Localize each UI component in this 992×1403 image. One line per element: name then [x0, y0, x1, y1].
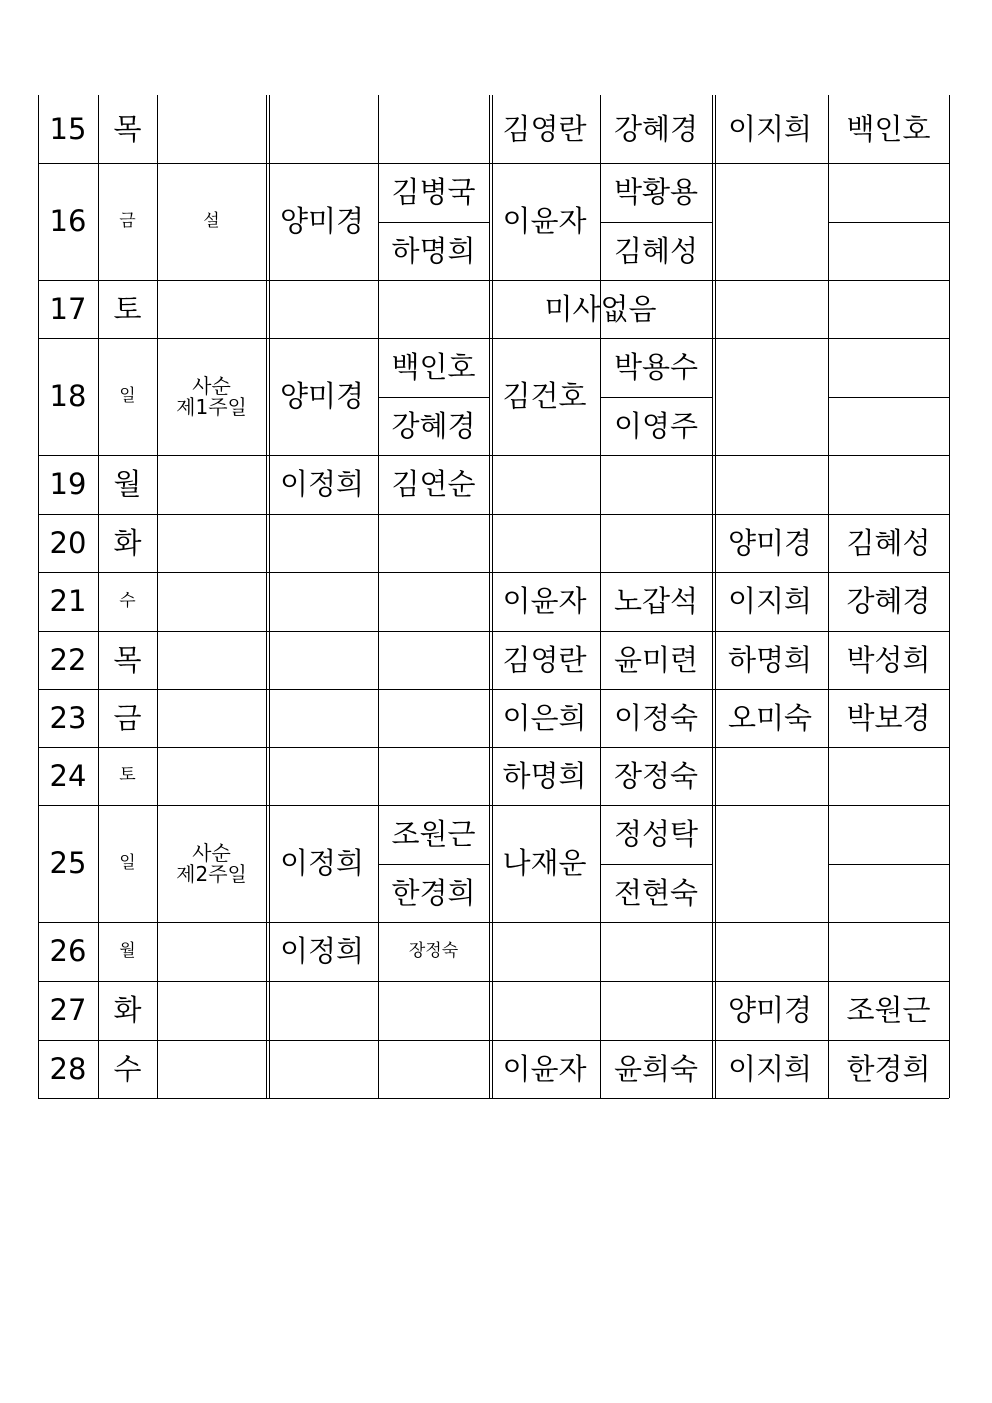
evening-cell: 이지희 [727, 1051, 813, 1086]
day-number: 25 [49, 846, 87, 881]
day-number: 22 [49, 642, 87, 677]
sub-cell: 장정숙 [408, 940, 459, 961]
day-number: 27 [49, 993, 87, 1028]
evening-cell [712, 747, 828, 805]
weekday: 수 [119, 590, 136, 611]
sub-cell: 노갑석 [613, 584, 699, 619]
sub-cell [378, 981, 489, 1040]
sub-cell [828, 747, 949, 805]
sub-cell-bottom: 한경희 [391, 875, 476, 910]
server-cell: 김건호 [502, 379, 587, 414]
weekday: 토 [113, 291, 142, 326]
sub-cell: 이정숙 [613, 700, 699, 735]
note-cell [157, 1040, 266, 1098]
evening-cell: 하명희 [727, 642, 813, 677]
day-number: 24 [49, 758, 87, 793]
sub-cell: 박성희 [846, 642, 931, 677]
sub-cell: 박보경 [846, 700, 931, 735]
server-cell: 김영란 [502, 111, 587, 146]
reader-cell [266, 631, 378, 689]
sub-cell [378, 514, 489, 572]
evening-cell: 이지희 [727, 584, 813, 619]
evening-cell [712, 280, 828, 338]
reader-cell [266, 95, 378, 163]
sub-cell-bottom: 김혜성 [613, 233, 699, 268]
evening-cell [712, 455, 828, 514]
weekday: 토 [119, 765, 136, 786]
reader-cell: 이정희 [279, 467, 365, 502]
note-cell: 사순 제1주일 [176, 373, 247, 419]
evening-cell: 양미경 [727, 993, 813, 1028]
sub-cell [378, 1040, 489, 1098]
note-cell [157, 747, 266, 805]
server-cell [489, 981, 600, 1040]
weekday: 목 [113, 111, 142, 146]
evening-cell [712, 922, 828, 981]
server-cell [489, 455, 600, 514]
table-rule [949, 95, 950, 1098]
sub-cell [378, 631, 489, 689]
note-cell [157, 572, 266, 631]
sub-cell [600, 922, 712, 981]
evening-cell: 오미숙 [727, 700, 813, 735]
day-number: 19 [49, 467, 87, 502]
weekday: 화 [113, 525, 142, 560]
sub-cell: 김연순 [391, 467, 476, 502]
weekday: 금 [119, 210, 136, 231]
sub-cell: 장정숙 [613, 758, 699, 793]
reader-cell: 양미경 [279, 204, 365, 239]
sub-cell: 윤희숙 [613, 1051, 699, 1086]
note-cell [157, 981, 266, 1040]
day-number: 23 [49, 700, 87, 735]
sub-cell [378, 95, 489, 163]
reader-cell [266, 981, 378, 1040]
reader-cell [266, 689, 378, 747]
day-number: 15 [49, 111, 87, 146]
weekday: 목 [113, 642, 142, 677]
evening-cell: 이지희 [727, 111, 813, 146]
sub-cell-bottom: 하명희 [391, 233, 476, 268]
sub-cell [378, 280, 489, 338]
sub-cell-top: 조원근 [391, 817, 476, 852]
day-number: 18 [49, 379, 87, 414]
note-cell [157, 922, 266, 981]
server-cell: 이윤자 [502, 204, 587, 239]
sub-cell-top: 김병국 [391, 175, 476, 210]
weekday: 수 [113, 1051, 142, 1086]
no-mass-cell: 미사없음 [544, 291, 657, 326]
sub-cell: 강혜경 [613, 111, 699, 146]
sub-cell-bottom [828, 222, 949, 280]
sub-cell-bottom: 강혜경 [391, 408, 476, 443]
reader-cell [266, 572, 378, 631]
reader-cell [266, 747, 378, 805]
day-number: 20 [49, 525, 87, 560]
weekday: 화 [113, 993, 142, 1028]
reader-cell: 이정희 [279, 934, 365, 969]
weekday: 금 [113, 700, 142, 735]
sub-cell-top [828, 805, 949, 864]
table-rule [38, 1098, 949, 1099]
weekday: 일 [119, 385, 136, 406]
sub-cell-bottom [828, 864, 949, 922]
sub-cell-bottom: 전현숙 [613, 875, 699, 910]
evening-cell [712, 163, 828, 280]
server-cell [489, 514, 600, 572]
sub-cell: 김혜성 [846, 525, 931, 560]
reader-cell: 이정희 [279, 846, 365, 881]
server-cell [489, 922, 600, 981]
day-number: 28 [49, 1051, 87, 1086]
sub-cell-top: 박용수 [613, 350, 699, 385]
reader-cell [266, 280, 378, 338]
sub-cell: 강혜경 [846, 584, 931, 619]
sub-cell [600, 514, 712, 572]
day-number: 26 [49, 934, 87, 969]
day-number: 16 [49, 204, 87, 239]
server-cell: 이은희 [502, 700, 587, 735]
sub-cell [828, 280, 949, 338]
day-number: 17 [49, 291, 87, 326]
weekday: 일 [119, 852, 136, 873]
note-cell [157, 280, 266, 338]
evening-cell: 양미경 [727, 525, 813, 560]
note-cell: 설 [203, 210, 220, 231]
sub-cell-top: 박황용 [613, 175, 699, 210]
weekday: 월 [119, 940, 136, 961]
note-cell [157, 514, 266, 572]
server-cell: 이윤자 [502, 1051, 587, 1086]
sub-cell [600, 981, 712, 1040]
sub-cell-bottom: 이영주 [613, 408, 699, 443]
sub-cell-top [828, 163, 949, 222]
day-number: 21 [49, 584, 87, 619]
note-cell [157, 95, 266, 163]
reader-cell: 양미경 [279, 379, 365, 414]
sub-cell [600, 455, 712, 514]
sub-cell [828, 922, 949, 981]
sub-cell: 백인호 [846, 111, 931, 146]
note-cell [157, 455, 266, 514]
server-cell: 김영란 [502, 642, 587, 677]
sub-cell [828, 455, 949, 514]
sub-cell: 조원근 [846, 993, 931, 1028]
reader-cell [266, 514, 378, 572]
server-cell: 이윤자 [502, 584, 587, 619]
evening-cell [712, 338, 828, 455]
sub-cell-bottom [828, 397, 949, 455]
reader-cell [266, 1040, 378, 1098]
server-cell: 나재운 [502, 846, 587, 881]
sub-cell: 한경희 [846, 1051, 931, 1086]
evening-cell [712, 805, 828, 922]
sub-cell [378, 747, 489, 805]
sub-cell: 윤미련 [613, 642, 699, 677]
sub-cell [378, 689, 489, 747]
sub-cell-top [828, 338, 949, 397]
note-cell: 사순 제2주일 [176, 840, 247, 886]
server-cell: 하명희 [502, 758, 587, 793]
sub-cell [378, 572, 489, 631]
weekday: 월 [113, 467, 142, 502]
sub-cell-top: 정성탁 [613, 817, 699, 852]
note-cell [157, 631, 266, 689]
sub-cell-top: 백인호 [391, 350, 476, 385]
note-cell [157, 689, 266, 747]
